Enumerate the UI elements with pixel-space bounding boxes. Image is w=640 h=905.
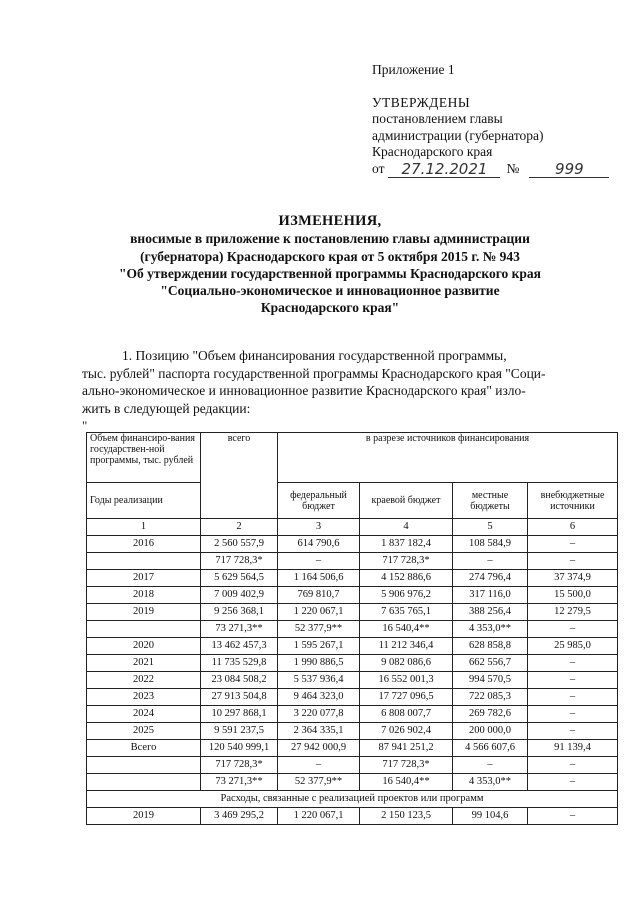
title-heading: ИЗМЕНЕНИЯ, <box>278 213 382 229</box>
title-line-3: "Об утверждении государственной программы Краснодарского края <box>119 265 541 281</box>
table-row <box>87 553 618 570</box>
year-cell: 2019 <box>87 808 201 825</box>
table-row <box>87 587 618 604</box>
approval-line-2: администрации (губернатора) <box>372 127 544 143</box>
date-prefix: от <box>372 161 385 176</box>
value-cell: 16 540,4** <box>360 774 453 791</box>
value-cell: 317 116,0 <box>453 587 528 604</box>
value-cell: 388 256,4 <box>453 604 528 621</box>
value-cell: 5 906 976,2 <box>360 587 453 604</box>
year-cell: 2018 <box>87 587 201 604</box>
value-cell: 25 985,0 <box>528 638 618 655</box>
value-cell: 2 364 335,1 <box>278 723 360 740</box>
value-cell: – <box>453 553 528 570</box>
title-line-2: (губернатора) Краснодарского края от 5 октября 2015 г. № 943 <box>140 248 520 264</box>
value-cell: 17 727 096,5 <box>360 689 453 706</box>
paragraph-line-3: ально-экономическое и инновационное развитие Краснодарского края" изло- <box>82 383 526 398</box>
value-cell: 13 462 457,3 <box>201 638 278 655</box>
value-cell: 6 808 007,7 <box>360 706 453 723</box>
value-cell: 9 464 323,0 <box>278 689 360 706</box>
handwritten-number: 999 <box>529 161 609 178</box>
value-cell: 37 374,9 <box>528 570 618 587</box>
value-cell: 200 000,0 <box>453 723 528 740</box>
value-cell: – <box>528 706 618 723</box>
year-cell: Всего <box>87 740 201 757</box>
value-cell: 1 220 067,1 <box>278 604 360 621</box>
value-cell: 3 469 295,2 <box>201 808 278 825</box>
value-cell: 11 212 346,4 <box>360 638 453 655</box>
value-cell: 769 810,7 <box>278 587 360 604</box>
value-cell: 99 104,6 <box>453 808 528 825</box>
value-cell: 1 990 886,5 <box>278 655 360 672</box>
col-num: 6 <box>528 519 618 536</box>
col-num: 2 <box>201 519 278 536</box>
value-cell: 2 560 557,9 <box>201 536 278 553</box>
value-cell: 73 271,3** <box>201 774 278 791</box>
value-cell: 52 377,9** <box>278 621 360 638</box>
section-row <box>87 791 618 808</box>
year-cell <box>87 553 201 570</box>
header-federal: федеральный бюджет <box>278 483 360 519</box>
header-regional: краевой бюджет <box>360 483 453 519</box>
year-cell <box>87 774 201 791</box>
value-cell: 1 220 067,1 <box>278 808 360 825</box>
value-cell: – <box>528 655 618 672</box>
header-volume: Объем финансиро-вания государствен-ной программы, тыс. рублей <box>87 433 201 483</box>
title-line-4: "Социально-экономическое и инновационное развитие <box>160 283 500 299</box>
value-cell: 16 540,4** <box>360 621 453 638</box>
approval-date-line <box>372 161 612 178</box>
value-cell: – <box>453 757 528 774</box>
header-sources: в разрезе источников финансирования <box>278 433 618 483</box>
value-cell: 5 537 936,4 <box>278 672 360 689</box>
value-cell: – <box>278 757 360 774</box>
table-row <box>87 706 618 723</box>
value-cell: 5 629 564,5 <box>201 570 278 587</box>
header-total: всего <box>201 433 278 519</box>
table-row <box>87 808 618 825</box>
value-cell: 1 595 267,1 <box>278 638 360 655</box>
section-label: Расходы, связанные с реализацией проектов или программ <box>87 791 618 808</box>
table-row <box>87 757 618 774</box>
body-paragraph <box>82 347 576 417</box>
value-cell: 12 279,5 <box>528 604 618 621</box>
table-row <box>87 655 618 672</box>
value-cell: 717 728,3* <box>360 757 453 774</box>
value-cell: – <box>528 536 618 553</box>
value-cell: – <box>528 621 618 638</box>
value-cell: 3 220 077,8 <box>278 706 360 723</box>
table-row <box>87 604 618 621</box>
value-cell: – <box>278 553 360 570</box>
value-cell: – <box>528 757 618 774</box>
approval-line-3: Краснодарского края <box>372 144 493 159</box>
year-cell <box>87 757 201 774</box>
value-cell: 1 837 182,4 <box>360 536 453 553</box>
value-cell: 87 941 251,2 <box>360 740 453 757</box>
value-cell: 7 026 902,4 <box>360 723 453 740</box>
title-line-5: Краснодарского края" <box>260 300 400 316</box>
value-cell: 27 913 504,8 <box>201 689 278 706</box>
value-cell: 7 009 402,9 <box>201 587 278 604</box>
table-row <box>87 570 618 587</box>
value-cell: 662 556,7 <box>453 655 528 672</box>
year-cell: 2025 <box>87 723 201 740</box>
year-cell: 2020 <box>87 638 201 655</box>
paragraph-line-2: тыс. рублей" паспорта государственной программы Краснодарского края "Соци- <box>82 365 546 381</box>
year-cell: 2022 <box>87 672 201 689</box>
approval-line-1: постановлением главы <box>372 111 503 126</box>
value-cell: – <box>528 774 618 791</box>
col-num: 5 <box>453 519 528 536</box>
value-cell: 1 164 506,6 <box>278 570 360 587</box>
value-cell: 717 728,3* <box>201 553 278 570</box>
value-cell: 2 150 123,5 <box>360 808 453 825</box>
year-cell: 2017 <box>87 570 201 587</box>
financing-table <box>86 432 618 825</box>
header-offbudget: внебюджетные источники <box>528 483 618 519</box>
value-cell: 9 256 368,1 <box>201 604 278 621</box>
value-cell: 91 139,4 <box>528 740 618 757</box>
col-num: 3 <box>278 519 360 536</box>
paragraph-line-1: 1. Позицию "Объем финансирования государственной программы, <box>122 348 507 363</box>
opening-quote: " <box>82 418 88 433</box>
value-cell: 614 790,6 <box>278 536 360 553</box>
value-cell: 108 584,9 <box>453 536 528 553</box>
year-cell: 2021 <box>87 655 201 672</box>
value-cell: 73 271,3** <box>201 621 278 638</box>
title-line-1: вносимые в приложение к постановлению главы администрации <box>130 231 530 247</box>
value-cell: 994 570,5 <box>453 672 528 689</box>
handwritten-date: 27.12.2021 <box>388 161 500 178</box>
value-cell: – <box>528 808 618 825</box>
header-local: местные бюджеты <box>453 483 528 519</box>
value-cell: 16 552 001,3 <box>360 672 453 689</box>
value-cell: 9 591 237,5 <box>201 723 278 740</box>
table-row <box>87 774 618 791</box>
year-cell: 2023 <box>87 689 201 706</box>
year-cell: 2019 <box>87 604 201 621</box>
table-row <box>87 536 618 553</box>
col-num: 4 <box>360 519 453 536</box>
year-cell: 2016 <box>87 536 201 553</box>
value-cell: 4 152 886,6 <box>360 570 453 587</box>
col-num: 1 <box>87 519 201 536</box>
year-cell: 2024 <box>87 706 201 723</box>
table-row <box>87 723 618 740</box>
value-cell: 269 782,6 <box>453 706 528 723</box>
value-cell: 4 353,0** <box>453 621 528 638</box>
value-cell: 628 858,8 <box>453 638 528 655</box>
value-cell: – <box>528 672 618 689</box>
document-title <box>60 213 600 317</box>
value-cell: – <box>528 553 618 570</box>
value-cell: 9 082 086,6 <box>360 655 453 672</box>
approved-label: УТВЕРЖДЕНЫ <box>372 94 471 110</box>
header-years: Годы реализации <box>87 483 201 519</box>
value-cell: 23 084 508,2 <box>201 672 278 689</box>
value-cell: 4 353,0** <box>453 774 528 791</box>
value-cell: 120 540 999,1 <box>201 740 278 757</box>
value-cell: 52 377,9** <box>278 774 360 791</box>
value-cell: 7 635 765,1 <box>360 604 453 621</box>
value-cell: 4 566 607,6 <box>453 740 528 757</box>
value-cell: – <box>528 723 618 740</box>
value-cell: 722 085,3 <box>453 689 528 706</box>
value-cell: 11 735 529,8 <box>201 655 278 672</box>
table-row <box>87 740 618 757</box>
paragraph-line-4: жить в следующей редакции: <box>82 400 251 416</box>
number-prefix: № <box>506 161 520 176</box>
value-cell: 274 796,4 <box>453 570 528 587</box>
table-row <box>87 672 618 689</box>
value-cell: 717 728,3* <box>201 757 278 774</box>
appendix-label: Приложение 1 <box>372 62 455 77</box>
value-cell: 27 942 000,9 <box>278 740 360 757</box>
column-number-row <box>87 519 618 536</box>
value-cell: 15 500,0 <box>528 587 618 604</box>
table-row <box>87 638 618 655</box>
table-row <box>87 689 618 706</box>
approval-block <box>372 62 612 178</box>
table-row <box>87 621 618 638</box>
value-cell: 10 297 868,1 <box>201 706 278 723</box>
year-cell <box>87 621 201 638</box>
value-cell: – <box>528 689 618 706</box>
value-cell: 717 728,3* <box>360 553 453 570</box>
